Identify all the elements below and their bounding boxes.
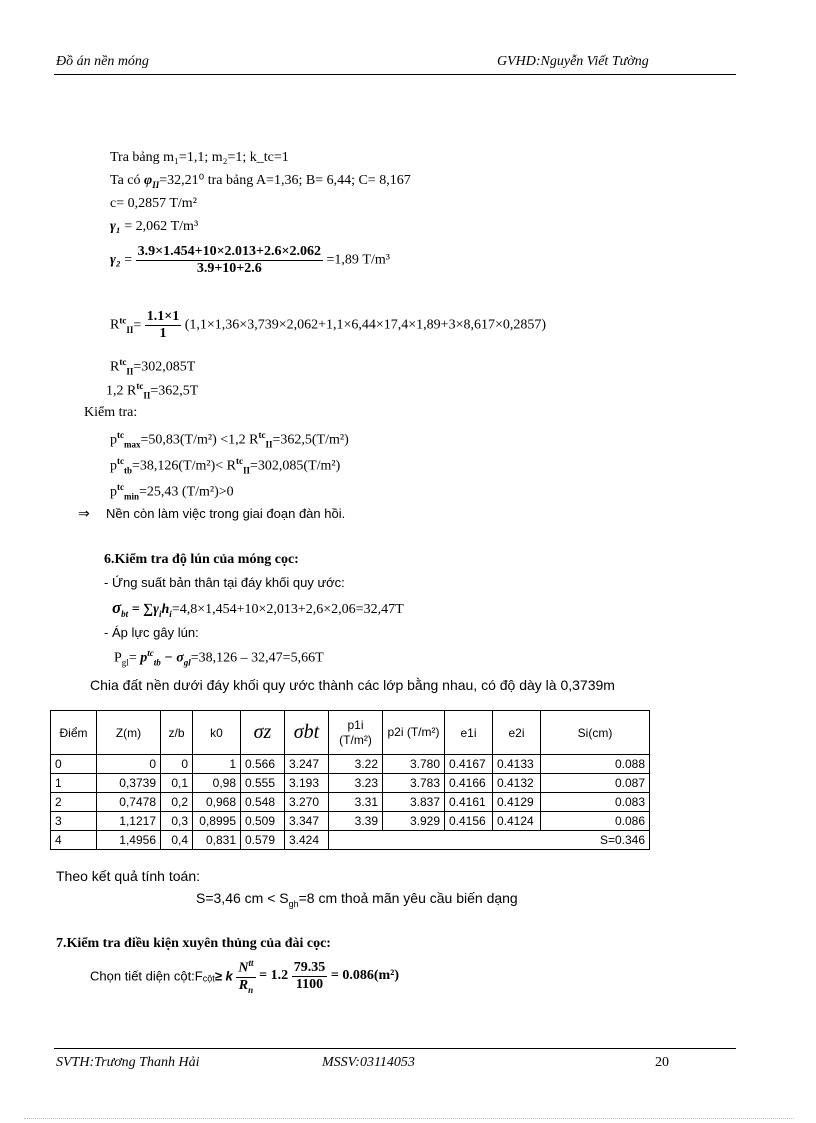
table-cell: 0.083 [541,793,650,812]
table-cell: 0.509 [241,812,285,831]
table-cell: 0.4133 [493,755,541,774]
table-cell: 0,3739 [97,774,161,793]
table-cell: 3.22 [329,755,383,774]
check-ptb: $p^{tc}_{tb}=38,126(T/m^2)< R^{tc}_{II}=302,085(T/m^2)$ [110,456,341,476]
col-header: σz [241,711,285,755]
col-header: k0 [193,711,241,755]
force-factor: = 1.2 [259,968,289,984]
table-cell: 0,968 [193,793,241,812]
table-row [51,831,650,850]
table-cell: 3.247 [285,755,329,774]
table-cell: 1 [193,755,241,774]
phi-symbol: φ [144,173,153,188]
conclusion-text: Nền còn làm việc trong giai đoạn đàn hồi. [106,506,346,521]
table-cell: 0 [161,755,193,774]
table-cell: 0,4 [161,831,193,850]
table-cell: 1,4956 [97,831,161,850]
table-total-cell: S=0.346 [329,831,650,850]
gamma2-formula: γ₂ = $\frac{3.9\times 1.454+10\times 2.013+2.6\times 2.062}{3.9+10+2.6}$ =1,89 T/m³ [110,244,390,276]
table-cell: 0.4129 [493,793,541,812]
col-header: σbt [285,711,329,755]
table-cell: 3.837 [383,793,445,812]
gamma2-denominator: 3.9+10+2.6 [196,261,262,276]
column-section-result: = 0.086(m²) [330,968,400,984]
table-cell: 3 [51,812,97,831]
table-cell: 3.193 [285,774,329,793]
gamma1-value: = 2,062 T/m³ [120,219,199,234]
column-section-text: Chọn tiết diện cột:F [90,968,203,984]
col-header: Điểm [51,711,97,755]
r-symbol: R [110,317,120,333]
settlement-pressure-formula: $P_{gl}= p^{tc}_{tb} - \sigma_{gl}=38,126 - 32,47=5,66T$ [114,648,324,668]
settlement-pressure-label: - Áp lực gây lún: [104,625,199,640]
footer-rule [54,1048,736,1049]
col-header: e2i [493,711,541,755]
pmax-text-b: =362,5(T/m²) [272,432,349,448]
table-cell: 0,3 [161,812,193,831]
table-cell: 0.4166 [445,774,493,793]
r-denominator: 1 [159,326,167,341]
table-cell: 0.4156 [445,812,493,831]
table-cell: 0,2 [161,793,193,812]
r-12-prefix: 1,2 R [106,383,137,399]
table-cell: 1 [51,774,97,793]
result-label: Theo kết quả tính toán: [56,868,200,884]
settlement-pressure-equation: =38,126 – 32,47=5,66T [190,650,324,666]
col-header: z/b [161,711,193,755]
table-cell: 0.548 [241,793,285,812]
table-cell: 0,831 [193,831,241,850]
r-12-result: 1,2 $R^{tc}_{II}=362,5T$ [106,381,199,401]
table-row [51,755,650,774]
header-rule [54,74,736,75]
result-text: S=3,46 cm < S [196,890,289,906]
gamma2-symbol: γ₂ [110,252,121,268]
table-cell: 3.347 [285,812,329,831]
table-cell: 0.579 [241,831,285,850]
r-numerator: 1.1×1 [146,309,180,324]
calc-line-1: Tra bảng m₁=1,1; m₂=1; k_tc=1 [110,150,289,165]
header-right: GVHD:Nguyễn Viết Tường [497,54,649,69]
col-header: p1i (T/m²) [329,711,383,755]
footer-student: SVTH:Trương Thanh Hải [56,1055,200,1070]
gamma1-symbol: γ₁ [110,219,121,234]
table-cell: 3.929 [383,812,445,831]
col-header: Si(cm) [541,711,650,755]
table-cell: 0.566 [241,755,285,774]
pgl-symbol: P [114,650,122,666]
table-cell: 3.39 [329,812,383,831]
table-row [51,774,650,793]
table-cell: 3.23 [329,774,383,793]
table-cell: 0.555 [241,774,285,793]
result-text-b: =8 cm thoả mãn yêu cầu biến dạng [298,890,518,906]
force-symbol: N [238,960,249,976]
result-line: S=3,46 cm < $S_{gh}=8$ cm thoả mãn yêu cầu biến dạng [196,890,518,909]
pmax-text: =50,83(T/m²) <1,2 R [140,432,259,448]
col-header: Z(m) [97,711,161,755]
check-pmin: $p^{tc}_{min}=25,43$ (T/m²)>0 [110,482,234,502]
check-pmax: $p^{tc}_{max}=50,83(T/m^2) <1,2$ $R^{tc}_{II}=362,5(T/m^2)$ [110,430,349,450]
check-label: Kiểm tra: [84,405,138,420]
cohesion-line: c= 0,2857 T/m² [110,196,197,211]
table-header-row [51,711,650,755]
table-cell: 3.31 [329,793,383,812]
table-cell: 0.4161 [445,793,493,812]
column-section-formula: Chọn tiết diện $cột:F_{cột}\ge k$ $\frac{N^{tt}}{R_n}$ = 1.2 $\frac{79.35}{1100}$ = 0.086(m²) [90,958,400,995]
self-stress-formula: $\sigma_{bt} = \sum\gamma_ih_i=4,8\times 1,454+10\times 2,013+2,6\times 2,06=32,47T$ [112,598,404,619]
footer-page-number: 20 [655,1055,669,1070]
strength-symbol: R [238,977,249,993]
ptb-text-b: =302,085(T/m²) [250,458,341,474]
page-edge [24,1118,794,1119]
settlement-table [50,710,650,850]
layer-division-text: Chia đất nền dưới đáy khối quy ước thành các lớp bằng nhau, có độ dày là 0,3739m [90,677,615,693]
column-section-k: ≥ k [214,968,233,984]
calc-line-2-prefix: Ta có [110,173,145,188]
ptb-text: =38,126(T/m²)< R [132,458,236,474]
col-header: p2i (T/m²) [383,711,445,755]
table-cell: 3.424 [285,831,329,850]
table-row [51,793,650,812]
gamma1-line [110,219,198,235]
r-result-value: =302,085T [133,359,196,375]
sigma-bt-symbol: σ [112,598,122,617]
table-cell: 4 [51,831,97,850]
self-stress-equation: =4,8×1,454+10×2,013+2,6×2,06=32,47T [171,602,404,617]
header-left: Đồ án nền móng [56,54,149,69]
table-cell: 0 [51,755,97,774]
table-cell: 0.4167 [445,755,493,774]
table-cell: 0,98 [193,774,241,793]
self-stress-label: - Ứng suất bản thân tại đáy khối quy ước: [104,575,345,590]
table-cell: 0,1 [161,774,193,793]
table-cell: 0.088 [541,755,650,774]
table-cell: 0,8995 [193,812,241,831]
r-formula: $R^{tc}_{II}=$ $\frac{1.1\times 1}{1}$ (1,1×1,36×3,739×2,062+1,1×6,44×17,4×1,89+3×8,617×0,2857) [110,309,547,341]
table-row [51,812,650,831]
table-cell: 0,7478 [97,793,161,812]
table-cell: 3.780 [383,755,445,774]
r-result: $R^{tc}_{II}=302,085T$ [110,357,196,377]
table-cell: 1,1217 [97,812,161,831]
conclusion-line [78,506,345,523]
gamma2-value: =1,89 T/m³ [326,252,390,268]
section-7-title: 7.Kiểm tra điều kiện xuyên thủng của đài cọc: [56,936,331,951]
r-12-value: =362,5T [150,383,199,399]
section-6-title: 6.Kiểm tra độ lún của móng cọc: [104,552,299,567]
force-denominator: 1100 [295,976,324,992]
implies-icon: ⇒ [78,507,90,522]
gamma2-numerator: 3.9×1.454+10×2.013+2.6×2.062 [137,244,322,259]
table-cell: 3.270 [285,793,329,812]
table-cell: 0 [97,755,161,774]
table-cell: 0.4124 [493,812,541,831]
r-expression: (1,1×1,36×3,739×2,062+1,1×6,44×17,4×1,89+3×8,617×0,2857) [184,317,547,333]
table-cell: 2 [51,793,97,812]
force-numerator: 79.35 [293,959,326,975]
table-cell: 0.086 [541,812,650,831]
table-cell: 3.783 [383,774,445,793]
col-header: e1i [445,711,493,755]
footer-student-id: MSSV:03114053 [322,1055,415,1070]
table-cell: 0.4132 [493,774,541,793]
table-cell: 0.087 [541,774,650,793]
calc-line-2: Ta có $\varphi_{II}=32,21^0$ tra bảng A=1,36; B= 6,44; C= 8,167 [110,173,411,190]
calc-line-2-rest: =32,21⁰ tra bảng A=1,36; B= 6,44; C= 8,167 [159,173,411,188]
pmin-text: =25,43 (T/m²)>0 [139,484,234,500]
